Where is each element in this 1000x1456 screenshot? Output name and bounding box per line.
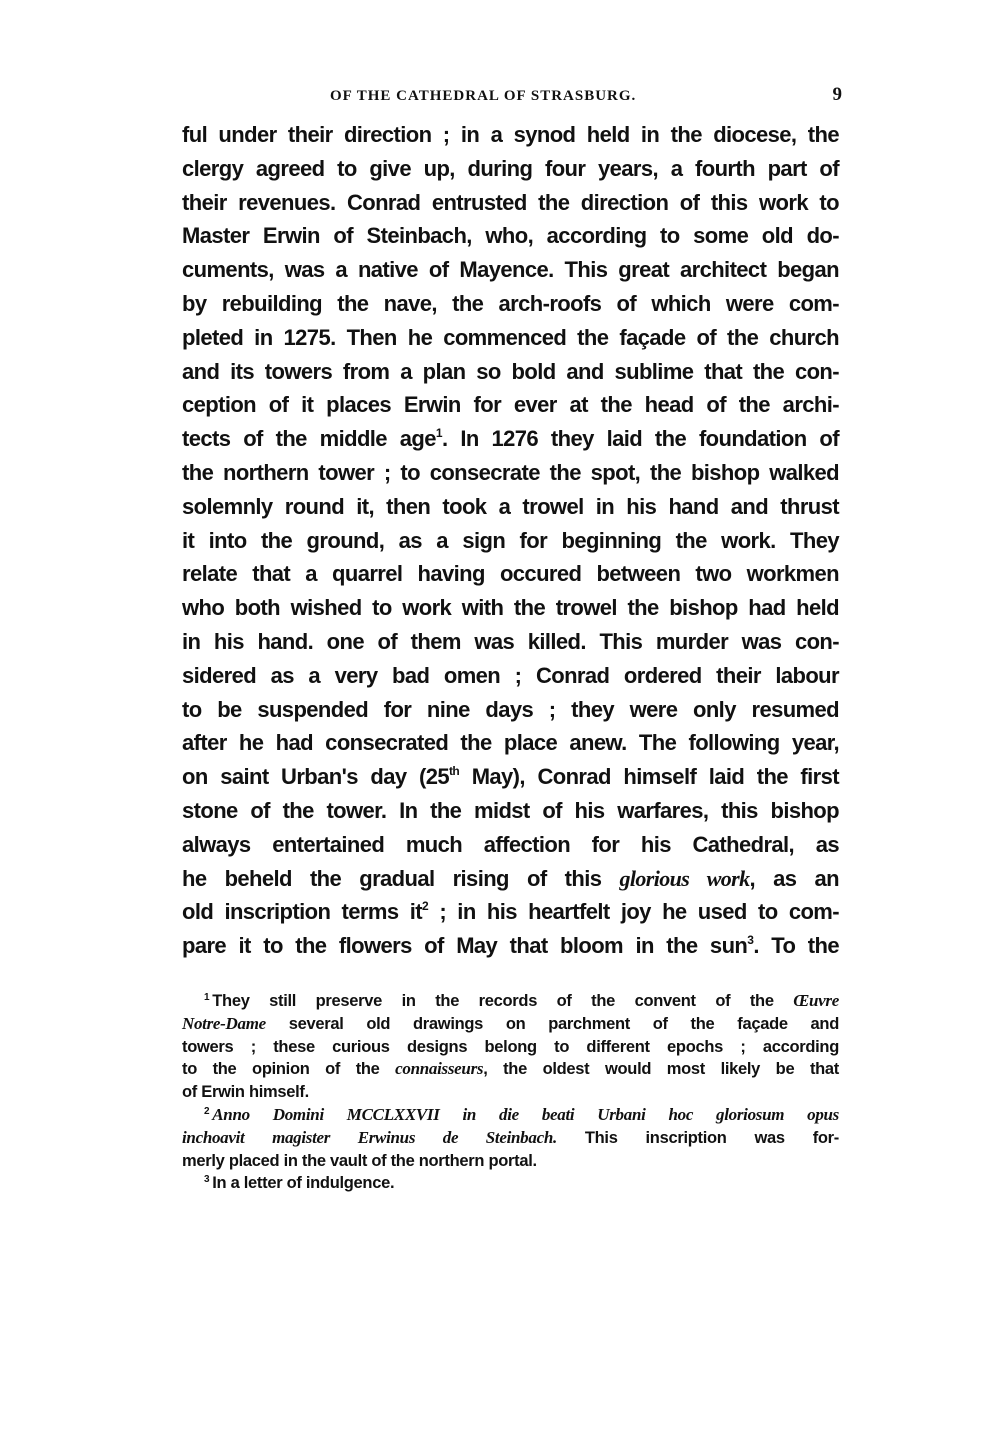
page-number: 9 — [832, 84, 842, 105]
body-line: Master Erwin of Steinbach, who, according to some old do- — [182, 223, 839, 249]
footnote-segment: They still preserve in the records of the convent of the — [212, 992, 794, 1010]
body-segment: . To the — [753, 933, 839, 959]
footnote-mark: 3 — [204, 1174, 210, 1186]
body-line — [182, 862, 839, 896]
body-line: who both wished to work with the trowel the bishop had held — [182, 595, 839, 621]
footnote-3 — [182, 1172, 839, 1195]
italic-phrase: inchoavit magister Erwinus de Steinbach. — [182, 1127, 557, 1147]
footnote-ref-2: 2 — [421, 899, 429, 914]
footnote-line — [182, 1013, 839, 1036]
footnote-line — [182, 1127, 839, 1150]
body-line: ful under their direction ; in a synod held in the diocese, the — [182, 122, 839, 147]
footnote-ref-1: 1 — [435, 426, 442, 441]
body-line: always entertained much affection for his Cathedral, as — [182, 831, 839, 857]
footnote-2 — [182, 1104, 839, 1172]
body-line — [182, 895, 839, 929]
body-segment: tects of the middle age — [182, 426, 436, 452]
body-line: relate that a quarrel having occured between two workmen — [182, 561, 839, 587]
footnote-mark: 1 — [204, 992, 210, 1003]
footnote-line — [182, 990, 839, 1013]
body-segment: pare it to the flowers of May that bloom in the sun — [182, 933, 748, 959]
running-head — [182, 84, 842, 112]
body-segment: he beheld the gradual rising of this — [182, 865, 620, 891]
body-line: pleted in 1275. Then he commenced the façade of the church — [182, 324, 839, 350]
footnote-line — [182, 1058, 839, 1081]
footnote-mark: 2 — [204, 1105, 210, 1117]
body-text — [182, 118, 839, 963]
body-line: to be suspended for nine days ; they were only resumed — [182, 696, 839, 722]
body-line: by rebuilding the nave, the arch-roofs of which were com- — [182, 290, 839, 316]
footnote-segment: to the opinion of the — [182, 1060, 396, 1079]
body-line: ception of it places Erwin for ever at the head of the archi- — [182, 392, 839, 418]
footnote-ref-3: 3 — [747, 933, 754, 948]
body-segment: old inscription terms it — [182, 899, 422, 925]
body-line: stone of the tower. In the midst of his warfares, this bishop — [182, 797, 839, 823]
footnote-1 — [182, 990, 839, 1104]
body-line — [182, 929, 839, 963]
footnotes — [182, 990, 839, 1195]
body-segment: , as an — [749, 865, 839, 891]
body-line — [182, 760, 839, 794]
footnote-line: towers ; these curious designs belong to different epochs ; according — [182, 1037, 839, 1056]
footnote-segment: This inscription was for- — [556, 1128, 839, 1147]
body-segment: on saint Urban's day (25 — [182, 764, 450, 790]
italic-phrase: glorious work — [619, 865, 750, 891]
body-line: in his hand. one of them was killed. This murder was con- — [182, 628, 839, 654]
body-line: solemnly round it, then took a trowel in his hand and thrust — [182, 493, 839, 519]
body-line: their revenues. Conrad entrusted the direction of this work to — [182, 189, 839, 215]
body-line: and its towers from a plan so bold and sublime that the con- — [182, 358, 839, 384]
body-line: cuments, was a native of Mayence. This great architect began — [182, 257, 839, 283]
italic-phrase: Œuvre — [793, 991, 839, 1010]
footnote-line — [182, 1104, 839, 1127]
body-segment: . In 1276 they laid the foundation of — [441, 426, 839, 452]
body-line: sidered as a very bad omen ; Conrad ordered their labour — [182, 662, 839, 688]
running-title: OF THE CATHEDRAL OF STRASBURG. — [330, 88, 637, 104]
footnote-segment: , the oldest would most likely be that — [483, 1060, 839, 1079]
body-line: it into the ground, as a sign for beginning the work. They — [182, 527, 839, 553]
footnote-line — [182, 1172, 839, 1195]
footnote-segment: In a letter of indulgence. — [212, 1174, 395, 1193]
body-line: after he had consecrated the place anew. The following year, — [182, 730, 839, 756]
body-line: clergy agreed to give up, during four years, a fourth part of — [182, 155, 839, 181]
italic-phrase: Anno Domini MCCLXXVII in die beati Urbani hoc gloriosum opus — [212, 1104, 839, 1124]
body-segment: May), Conrad himself laid the first — [459, 764, 839, 790]
footnote-line: merly placed in the vault of the northern portal. — [182, 1151, 537, 1170]
body-line — [182, 422, 839, 456]
italic-phrase: connaisseurs — [395, 1059, 484, 1079]
italic-phrase: Notre-Dame — [182, 1013, 266, 1033]
ordinal-superscript: th — [449, 764, 460, 779]
footnote-line: of Erwin himself. — [182, 1083, 309, 1102]
body-line: the northern tower ; to consecrate the spot, the bishop walked — [182, 459, 839, 485]
footnote-segment: several old drawings on parchment of the façade and — [265, 1014, 839, 1033]
body-segment: ; in his heartfelt joy he used to com- — [428, 899, 839, 925]
